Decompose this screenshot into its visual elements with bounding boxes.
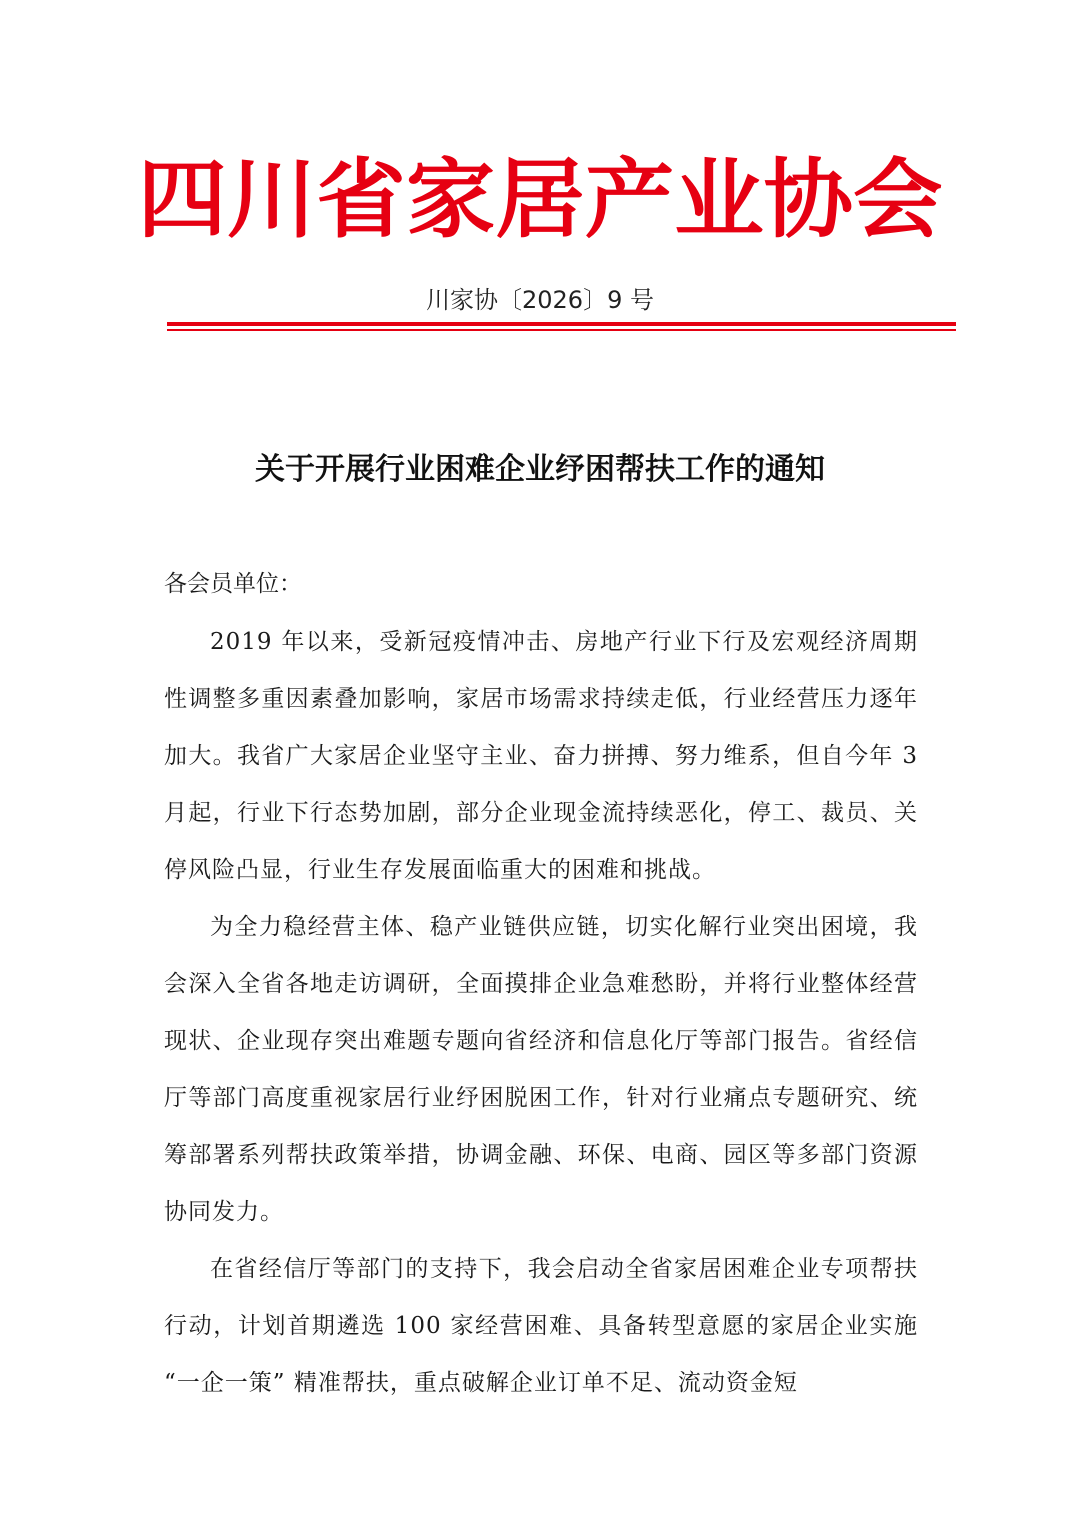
- paragraph-3: 在省经信厅等部门的支持下，我会启动全省家居困难企业专项帮扶行动，计划首期遴选 100 家经营困难、具备转型意愿的家居企业实施 “一企一策” 精准帮扶，重点破解企业订单不足、流动资金短: [164, 1256, 918, 1396]
- document-number: 川家协〔2026〕9 号: [426, 286, 654, 314]
- paragraph-2: 为全力稳经营主体、稳产业链供应链，切实化解行业突出困境，我会深入全省各地走访调研，全面摸排企业急难愁盼，并将行业整体经营现状、企业现存突出难题专题向省经济和信息化厅等部门报告。省经信厅等部门高度重视家居行业纾困脱困工作，针对行业痛点专题研究、统筹部署系列帮扶政策举措，协调金融、环保、电商、园区等多部门资源协同发力。: [164, 914, 918, 1225]
- document-body: [164, 614, 918, 1412]
- masthead-title: 四川省家居产业协会: [137, 150, 943, 250]
- salutation: 各会员单位：: [164, 571, 302, 597]
- red-separator-thick: [167, 322, 956, 326]
- paragraph-1: 2019 年以来，受新冠疫情冲击、房地产行业下行及宏观经济周期性调整多重因素叠加影响，家居市场需求持续走低，行业经营压力逐年加大。我省广大家居企业坚守主业、奋力拼搏、努力维系，但自今年 3 月起，行业下行态势加剧，部分企业现金流持续恶化，停工、裁员、关停风险凸显，行业生存发展面临重大的困难和挑战。: [164, 629, 918, 883]
- document-title: 关于开展行业困难企业纾困帮扶工作的通知: [255, 452, 825, 487]
- red-separator-thin: [167, 329, 956, 331]
